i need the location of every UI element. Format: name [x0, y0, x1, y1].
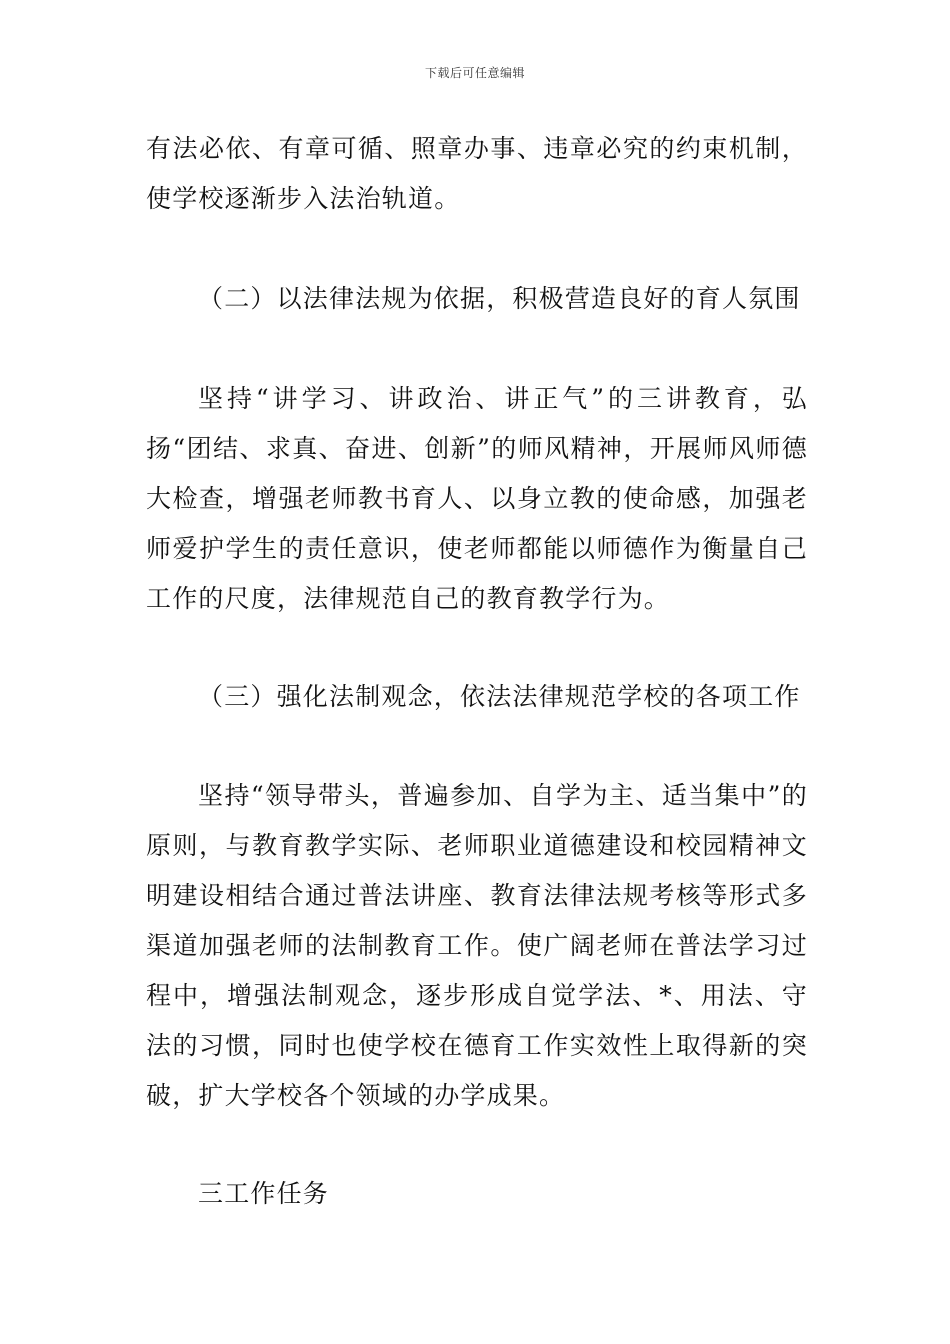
paragraph-text: 有法必依、有章可循、照章办事、违章必究的约束机制，使学校逐渐步入法治轨道。 [146, 134, 808, 213]
page-header-note: 下载后可任意编辑 [424, 66, 525, 80]
paragraph-teacher-ethics [146, 374, 808, 624]
paragraph-continuation [146, 124, 808, 224]
paragraph-text: 坚持“领导带头，普遍参加、自学为主、适当集中”的原则，与教育教学实际、老师职业道德建设和校园精神文明建设相结合通过普法讲座、教育法律法规考核等形式多渠道加强老师的法制教育工作。使广阔老师在普法学习过程中，增强法制观念，逐步形成自觉学法、*、用法、守法的习惯，同时也使学校在德育工作实效性上取得新的突破，扩大学校各个领域的办学成果。 [146, 781, 808, 1110]
paragraph-text: 坚持“讲学习、讲政治、讲正气”的三讲教育，弘扬“团结、求真、奋进、创新”的师风精神，开展师风师德大检查，增强老师教书育人、以身立教的使命感，加强老师爱护学生的责任意识，使老师都能以师德作为衡量自己工作的尺度，法律规范自己的教育教学行为。 [146, 384, 808, 613]
paragraph-legal-education [146, 771, 808, 1121]
section-heading-work-tasks: 三工作任务 [198, 1179, 330, 1208]
section-heading-3: （三）强化法制观念，依法法律规范学校的各项工作 [198, 682, 801, 711]
section-heading-2: （二）以法律法规为依据，积极营造良好的育人氛围 [198, 284, 801, 313]
